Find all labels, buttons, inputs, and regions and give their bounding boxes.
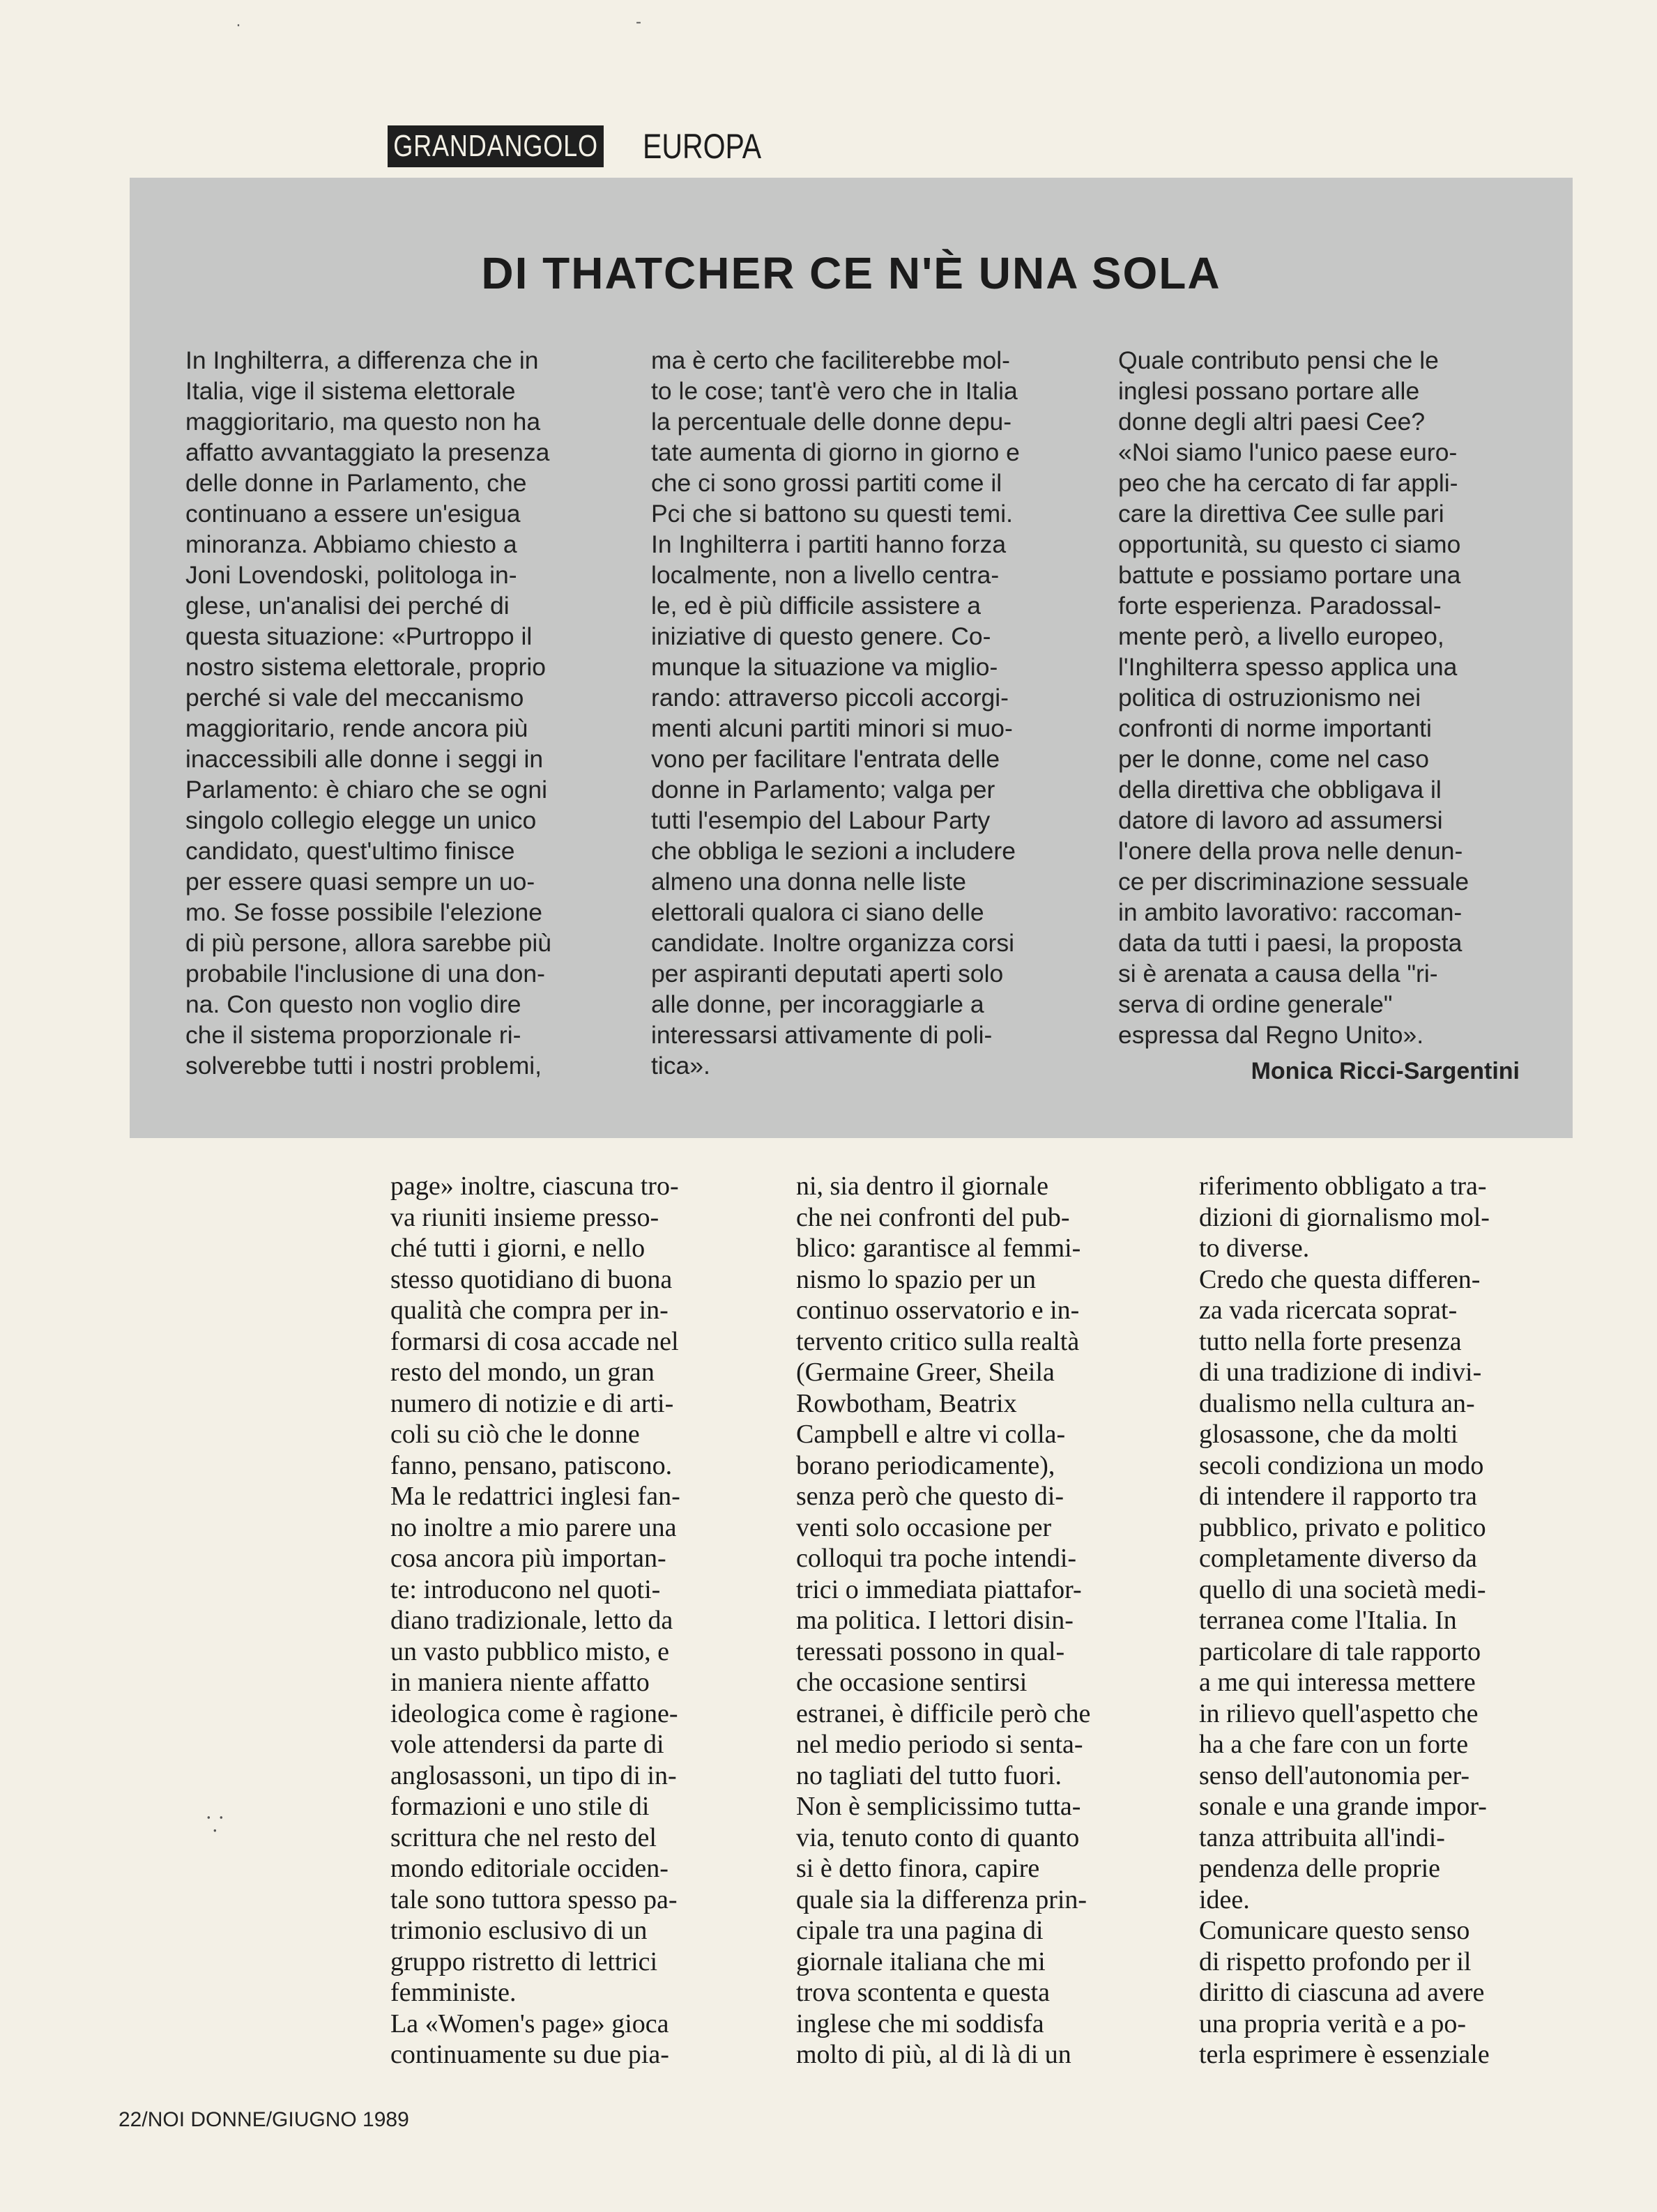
sidebar-column: Quale contributo pensi che le inglesi possano portare alle donne degli altri paesi Cee? «Noi siamo l'unico paese euro- peo che ha cercato di far appli- care la direttiva Cee sulle pari opportunità, su questo ci siamo battute e possiamo portare una forte esperienza. Paradossal- mente però, a livello europeo, l'Inghilterra spesso applica una politica di ostruzionismo nei confronti di norme importanti per le donne, come nel caso della direttiva che obbligava il datore di lavoro ad assumersi l'onere della prova nelle denun- ce per discriminazione sessuale in ambito lavorativo: raccoman- data da tutti i paesi, la proposta si è arenata a causa della "ri- serva di ordine generale" espressa dal Regno Unito». — [1118, 346, 1469, 1049]
article-column: page» inoltre, ciascuna tro- va riuniti insieme presso- ché tutti i giorni, e nello stesso quotidiano di buona qualità che compra per in- formarsi di cosa accade nel resto del mondo, un gran numero di notizie e di arti- coli su ciò che le donne fanno, pensano, patiscono. Ma le redattrici inglesi fan- no inoltre a mio parere una cosa ancora più importan- te: introducono nel quoti- diano tradizionale, letto da un vasto pubblico misto, e in maniera niente affatto ideologica come è ragione- vole attendersi da parte di anglosassoni, un tipo di in- formazioni e uno stile di scrittura che nel resto del mondo editoriale occiden- tale sono tuttora spesso pa- trimonio esclusivo di un gruppo ristretto di lettrici femministe. La «Women's page» gioca continuamente su due pia- — [390, 1172, 680, 2069]
section-rubric — [388, 125, 788, 167]
rubric-section-label: GRANDANGOLO — [388, 125, 604, 167]
sidebar-column: In Inghilterra, a differenza che in Italia, vige il sistema elettorale maggioritario, ma questo non ha affatto avvantaggiato la presenza delle donne in Parlamento, che continuano a essere un'esigua minoranza. Abbiamo chiesto a Joni Lovendoski, politologa in- glese, un'analisi dei perché di questa situazione: «Purtroppo il nostro sistema elettorale, proprio perché si vale del meccanismo maggioritario, rende ancora più inaccessibili alle donne i seggi in Parlamento: è chiaro che se ogni singolo collegio elegge un unico candidato, quest'ultimo finisce per essere quasi sempre un uo- mo. Se fosse possibile l'elezione di più persone, allora sarebbe più probabile l'inclusione di una don- na. Con questo non voglio dire che il sistema proporzionale ri- solverebbe tutti i nostri problemi, — [185, 346, 551, 1080]
sidebar-headline: DI THATCHER CE N'È UNA SOLA — [481, 248, 1221, 298]
page-footer: 22/NOI DONNE/GIUGNO 1989 — [119, 2108, 409, 2131]
sidebar-box — [130, 178, 1573, 1138]
print-speck: - — [636, 13, 641, 31]
rubric-subsection-label: EUROPA — [643, 127, 762, 166]
article-column: ni, sia dentro il giornale che nei confronti del pub- blico: garantisce al femmi- nismo lo spazio per un continuo osservatorio e in- tervento critico sulla realtà (Germaine Greer, Sheila Rowbotham, Beatrix Campbell e altre vi colla- borano periodicamente), senza però che questo di- venti solo occasione per colloqui tra poche intendi- trici o immediata piattafor- ma politica. I lettori disin- teressati possono in qual- che occasione sentirsi estranei, è difficile però che nel medio periodo si senta- no tagliati del tutto fuori. Non è semplicissimo tutta- via, tenuto conto di quanto si è detto finora, capire quale sia la differenza prin- cipale tra una pagina di giornale italiana che mi trova scontenta e questa inglese che mi soddisfa molto di più, al di là di un — [796, 1172, 1091, 2069]
print-speck: ⸪ — [206, 1813, 224, 1836]
print-speck: · — [236, 15, 241, 34]
sidebar-column: ma è certo che faciliterebbe mol- to le cose; tant'è vero che in Italia la percentuale delle donne depu- tate aumenta di giorno in giorno e che ci sono grossi partiti come il Pci che si battono su questi temi. In Inghilterra i partiti hanno forza localmente, non a livello centra- le, ed è più difficile assistere a iniziative di questo genere. Co- munque la situazione va miglio- rando: attraverso piccoli accorgi- menti alcuni partiti minori si muo- vono per facilitare l'entrata delle donne in Parlamento; valga per tutti l'esempio del Labour Party che obbliga le sezioni a includere almeno una donna nelle liste elettorali qualora ci siano delle candidate. Inoltre organizza corsi per aspiranti deputati aperti solo alle donne, per incoraggiarle a interessarsi attivamente di poli- tica». — [651, 346, 1020, 1080]
byline: Monica Ricci-Sargentini — [1251, 1058, 1520, 1084]
article-column: riferimento obbligato a tra- dizioni di giornalismo mol- to diverse. Credo che questa differen- za vada ricercata soprat- tutto nella forte presenza di una tradizione di indivi- dualismo nella cultura an- glosassone, che da molti secoli condiziona un modo di intendere il rapporto tra pubblico, privato e politico completamente diverso da quello di una società medi- terranea come l'Italia. In particolare di tale rapporto a me qui interessa mettere in rilievo quell'aspetto che ha a che fare con un forte senso dell'autonomia per- sonale e una grande impor- tanza attribuita all'indi- pendenza delle proprie idee. Comunicare questo senso di rispetto profondo per il diritto di ciascuna ad avere una propria verità e a po- terla esprimere è essenziale — [1199, 1172, 1490, 2069]
